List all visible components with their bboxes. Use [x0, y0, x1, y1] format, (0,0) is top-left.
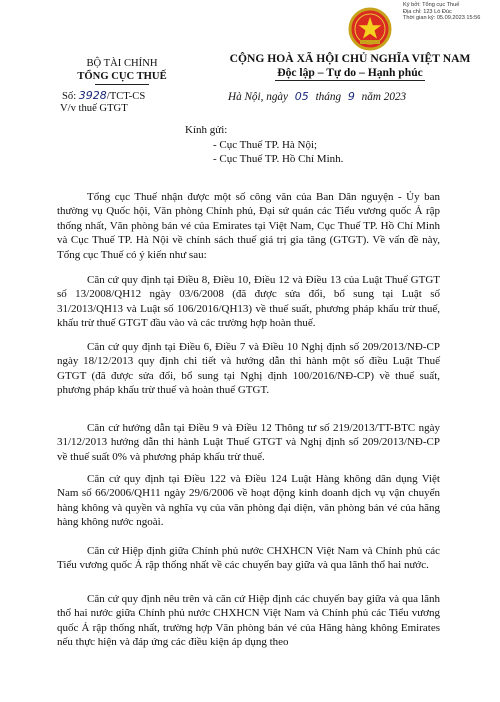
body-paragraph-agreement: Căn cứ Hiệp định giữa Chính phủ nước CHXHCN Việt Nam và Chính phủ các Tiểu vương quốc Ả rập thống nhất về các chuyến bay giữa và qua lãnh thổ hai nước.	[57, 545, 440, 572]
department-name: TỔNG CỤC THUẾ	[77, 70, 167, 82]
body-paragraph-vat-law: Căn cứ quy định tại Điều 8, Điều 10, Điều 12 và Điều 13 của Luật Thuế GTGT số 13/2008/QH12 ngày 03/6/2008 (đã được sửa đổi, bổ sung tại Luật số 31/2013/QH13 và Luật số 106/2016/QH13) về thuế suất, phương pháp khấu trừ thuế, khấu trừ thuế GTGT đầu vào và các trường hợp hoàn thuế.	[57, 274, 440, 330]
body-paragraph-intro: Tổng cục Thuế nhận được một số công văn của Ban Dân nguyện - Ủy ban thường vụ Quốc hội, Văn phòng Chính phủ, Đại sứ quán các Tiểu vương quốc Ả rập thống nhất, Văn phòng bán vé của Emirates tại Việt Nam, Cục Thuế TP. Hồ Chí Minh và Cục Thuế TP. Hà Nội về chính sách thuế giá trị gia tăng (GTGT). Về vấn đề này, Tổng cục Thuế có ý kiến như sau:	[57, 191, 440, 261]
digital-signature-box	[403, 2, 499, 22]
signature-signer: Ký bởi: Tổng cục Thuế	[403, 2, 460, 8]
date-year: năm 2023	[361, 91, 407, 103]
date-month: 9	[347, 90, 355, 103]
nation-name: CỘNG HOÀ XÃ HỘI CHỦ NGHĨA VIỆT NAM	[229, 52, 471, 65]
greeting: Kính gửi:	[185, 124, 228, 136]
body-paragraph-aviation-law: Căn cứ quy định tại Điều 122 và Điều 124 Luật Hàng không dân dụng Việt Nam số 66/2006/QH11 ngày 29/6/2006 về hoạt động kinh doanh dịch vụ vận chuyển hàng không và quyền và nghĩa vụ của văn phòng đại diện, văn phòng bán vé của hãng hàng không nước ngoài.	[57, 473, 440, 529]
signature-address: Địa chỉ: 123 Lò Đúc	[403, 8, 452, 15]
doc-number-suffix: /TCT-CS	[106, 91, 146, 102]
signature-time: Thời gian ký: 05.09.2023 15:56	[403, 15, 481, 22]
doc-subject: V/v thuế GTGT	[60, 103, 128, 114]
date-day: 05	[294, 90, 309, 103]
doc-number-handwritten: 3928	[78, 89, 107, 102]
doc-number-prefix: Số:	[62, 91, 77, 102]
body-paragraph-conclusion: Căn cứ quy định nêu trên và căn cứ Hiệp định các chuyến bay giữa và qua lãnh thổ hai nước giữa Chính phủ nước CHXHCN Việt Nam và Chính phủ các Tiểu vương quốc Ả rập thống nhất, trường hợp Văn phòng bán vé của Hãng hàng không Emirates nếu thực hiện và đáp ứng các điều kiện áp dụng theo	[57, 593, 440, 649]
header-divider	[95, 84, 149, 85]
date-month-label: tháng	[315, 91, 342, 103]
recipient-hcmc: - Cục Thuế TP. Hồ Chí Minh.	[213, 153, 344, 165]
motto-underline	[275, 80, 425, 81]
recipient-hanoi: - Cục Thuế TP. Hà Nội;	[213, 139, 318, 151]
issue-date	[228, 90, 406, 103]
body-paragraph-circular-219: Căn cứ hướng dẫn tại Điều 9 và Điều 12 Thông tư số 219/2013/TT-BTC ngày 31/12/2013 hướng dẫn thi hành Luật Thuế GTGT và Nghị định số 209/2013/NĐ-CP về thuế suất 0% và phương pháp khấu trừ thuế.	[57, 422, 440, 463]
date-prefix: Hà Nội, ngày	[228, 91, 288, 103]
document-reference	[62, 90, 145, 115]
ministry-name: BỘ TÀI CHÍNH	[86, 58, 158, 69]
issuing-organization	[52, 58, 192, 85]
national-motto: Độc lập – Tự do – Hạnh phúc	[277, 65, 423, 79]
national-emblem-icon	[344, 6, 396, 52]
body-paragraph-decree-209: Căn cứ quy định tại Điều 6, Điều 7 và Điều 10 Nghị định số 209/2013/NĐ-CP ngày 18/12/2013 quy định chi tiết và hướng dẫn thi hành một số điều Luật Thuế GTGT (đã được sửa đổi, bổ sung tại Nghị định 100/2016/NĐ-CP) về thuế suất, phương pháp khấu trừ thuế và hoàn thuế GTGT.	[57, 341, 440, 397]
national-header	[200, 52, 500, 81]
